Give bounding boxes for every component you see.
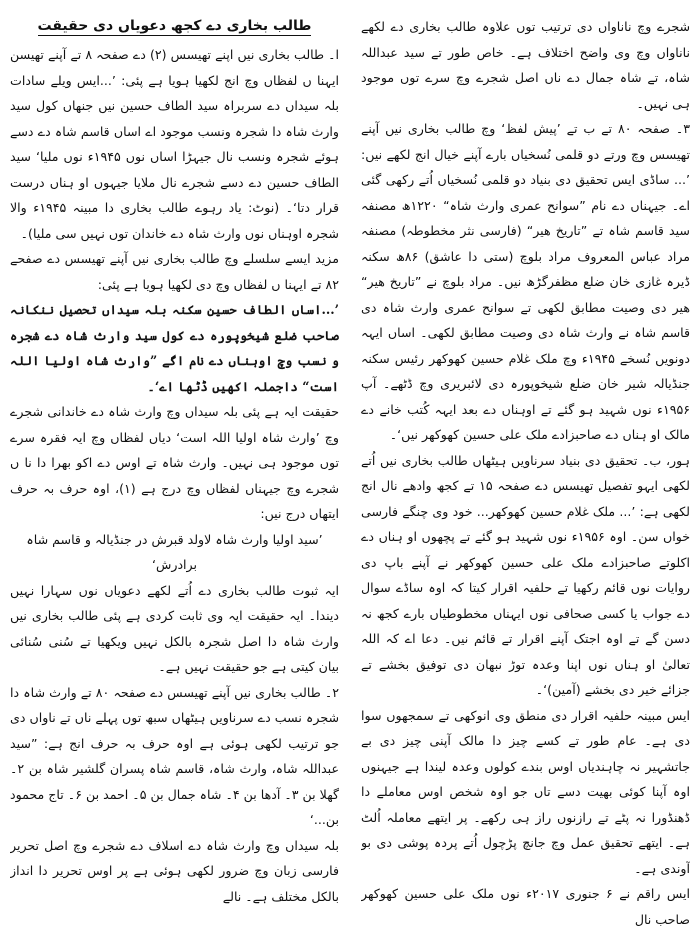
paragraph: ۲۔ طالب بخاری نیں آپنے تھیسس دے صفحہ ۸۰ تے وارث شاہ دا شجرہ نسب دے سرناویں ہیٹھاں سبھ توں پہلے ناں تے ناواں دی جو ترتیب لکھی ہوئی ہے اوہ حرف بہ حرف انج ہے: ”سید عبداللہ شاہ، وارث شاہ، قاسم شاہ پسران گلشیر شاہ بن ۲۔ گھلا بن ۳۔ آدھا بن ۴۔ شاہ جمال بن ۵۔ احمد بن ۶۔ تاج محمود بن...‘: [10, 684, 339, 827]
article-title: طالب بخاری دے کجھ دعویاں دی حقیقت: [37, 18, 312, 34]
paragraph: ایس مبینہ حلفیہ اقرار دی منطق وی انوکھی تے سمجھوں سوا دی ہے۔ عام طور تے کسے چیز دا مالک آپنی چیز دی بے جاتشہیر نہ چاہندیاں اوس بندے کولوں وعدہ لیندا ہے جیہنوں اوہ آپنا کوئی بھیت دسے تاں جو اوہ شخص اوس معاملے دا ڈھنڈورا نہ پٹے تے رازنوں راز ہی رکھے۔ پر ایتھے معاملہ اُلٹ ہے۔ ایتھے تحقیق عمل وچ جانچ پڑچول اُتے پردہ پوشی دی بو آوندی ہے۔: [361, 707, 690, 876]
paragraph: ا۔ طالب بخاری نیں اپنے تھیسس (۲) دے صفحہ ۸ تے آپنے تھیسن ایہنا ں لفظاں وچ انج لکھیا ہویا ہے پئی: ’...ایس ویلے سادات بلہ سیداں دے سربراہ سید الطاف حسین نیں جنھاں کول سید وارث شاہ دا شجرہ ونسب موجود اے اساں قاسم شاہ دے دسے ہوئے شجرہ ونسب نال جیہڑا اساں نوں ۱۹۴۵ء نوں ملیا‘ سید الطاف حسین دے دسے شجرے نال ملایا جیہوں او ہناں درست قرار دتا‘۔ (نوٹ: یاد رہوے طالب بخاری دا مبینہ ۱۹۴۵ء والا شجرہ اوہناں نوں وارث شاہ دے خاندان توں نہیں سی ملیا)۔: [10, 47, 339, 241]
paragraph: ایہ ثبوت طالب بخاری دے اُتے لکھے دعویاں نوں سہارا نہیں دیندا۔ ایہ حقیقت ایہ وی ثابت کردی ہے پئی طالب بخاری نیں وارث شاہ دا اصل شجرہ بالکل نہیں ویکھیا تے سُنی سُنائی بیان کیتی ہے جو حقیقت نہیں ہے۔: [10, 582, 339, 674]
right-column: [10, 14, 339, 938]
paragraph: حقیقت ایہ ہے پئی بلہ سیداں وچ وارث شاہ دے خاندانی شجرے وچ ’وارث شاہ اولیا اللہ است‘ دیاں لفظاں وچ ایہ فقرہ سرے توں موجود ہی نہیں۔ وارث شاہ تے اوس دے اکو بھرا دا نا ں شجرے وچ جیہناں لفظاں وچ درج ہے (۱)، اوہ حرف بہ حرف ایتھاں درج نیں:: [10, 404, 339, 521]
paragraph: ہور، ب۔ تحقیق دی بنیاد سرناویں ہیٹھاں طالب بخاری نیں اُتے لکھی ایہو تفصیل تھیسس دے صفحہ ۱۵ تے کجھ وادھے نال انج لکھی ہے: ’... ملک غلام حسین کھوکھر... خود وی چنگے فارسی خواں سن۔ اوہ ۱۹۵۶ء نوں شہید ہو گئے تے پچھوں او ہناں دے اکلوتے صاحبزادے ملک علی حسین کھوکھر نے آپنے باپ دی روایات نوں قائم رکھیا تے حلفیہ اقرار کیتا کہ اوہ ساڈے سوال دے جواب یا کسی صحافی نوں ایہناں مخطوطیاں بارے کجھ نہ دسن گے تے اوہ اجتک آپنے اقرار تے قائم نیں۔ دعا اے کہ اللہ تعالیٰ او ہناں نوں اپنا وعدہ توڑ نبھان دی توفیق بخشے تے جزائے خیر دی بخشے (آمین)‘۔: [361, 452, 690, 697]
quote-line: ’سید اولیا وارث شاہ لاولد قبرش در جنڈیالہ و قاسم شاہ برادرش‘: [26, 531, 323, 572]
paragraph: ایس راقم نے ۶ جنوری ۲۰۱۷ء نوں ملک علی حسین کھوکھر صاحب نال: [361, 886, 690, 927]
left-column: [361, 14, 690, 938]
paragraph: مزید ایسے سلسلے وچ طالب بخاری نیں آپنے تھیسس دے صفحے ۸۲ تے ایہنا ں لفظاں وچ دی لکھیا ہویا ہے پئی:: [10, 251, 339, 292]
quote-block: ’...اساں الطاف حسین سکنہ بلہ سیداں تحصیل ننکانہ صاحب ضلع شیخوپورہ دے کول سید وارث شاہ دے شجرہ و نسب وچ اوہناں دے نام اگے ”وارث شاہ اولیا اللہ است“ داجملہ اکھیں ڈٹھا اے‘۔: [10, 302, 339, 394]
paragraph: شجرے وچ ناناواں دی ترتیب توں علاوہ طالب بخاری دے لکھے ناناواں وچ وی واضح اختلاف ہے۔ خاص طور تے سید عبداللہ شاہ، تے شاہ جمال دے ناں اصل شجرے وچ سرے توں موجود ہی نہیں۔: [361, 19, 690, 111]
paragraph: بلہ سیداں وچ وارث شاہ دے اسلاف دے شجرے وچ اصل تحریر فارسی زبان وچ ضرور لکھی ہوئی ہے پر اوس تحریر دا انداز بالکل مختلف ہے۔ نالے: [10, 837, 339, 904]
paragraph: ۳۔ صفحہ ۸۰ تے ب تے ’پیش لفظ‘ وچ طالب بخاری نیں آپنے تھیسس وچ ورتے دو قلمی نُسخیاں بارے آپنے خیال انج لکھے نیں: ’... ساڈی ایس تحقیق دی بنیاد دو قلمی نُسخیاں اُتے رکھی گئی اے۔ جیہناں دے نام ”سوانح عمری وارث شاہ“ ۱۲۲۰ھ مصنفہ سید قاسم شاہ تے ”تاریخ ھیر“ (فارسی نثر مخطوطہ) مصنفہ مراد عباس المعروف مراد بلوچ (ستی دا عاشق) ۸۶ھ سکنہ ڈیرہ غازی خان ضلع مظفرگڑھ نیں۔ مراد بلوچ نے ”تاریخ ھیر“ ھیر دی وصیت مطابق لکھی تے سوانح عمری وارث شاہ دی قاسم شاہ نے وارث شاہ دی وصیت مطابق لکھی۔ اساں ایہہ دونویں نُسخے ۱۹۴۵ء وچ ملک غلام حسین کھوکھر رئیس سکنہ جنڈیالہ شیر خان ضلع شیخوپورہ دی لائبریری وچ ڈٹھے۔ آپ ۱۹۵۶ء نوں شہید ہو گئے تے اوہناں دے بعد ایہہ کُتب خانے دے مالک او ہناں دے صاحبزادے ملک علی حسین کھوکھر نیں‘۔: [361, 121, 690, 442]
